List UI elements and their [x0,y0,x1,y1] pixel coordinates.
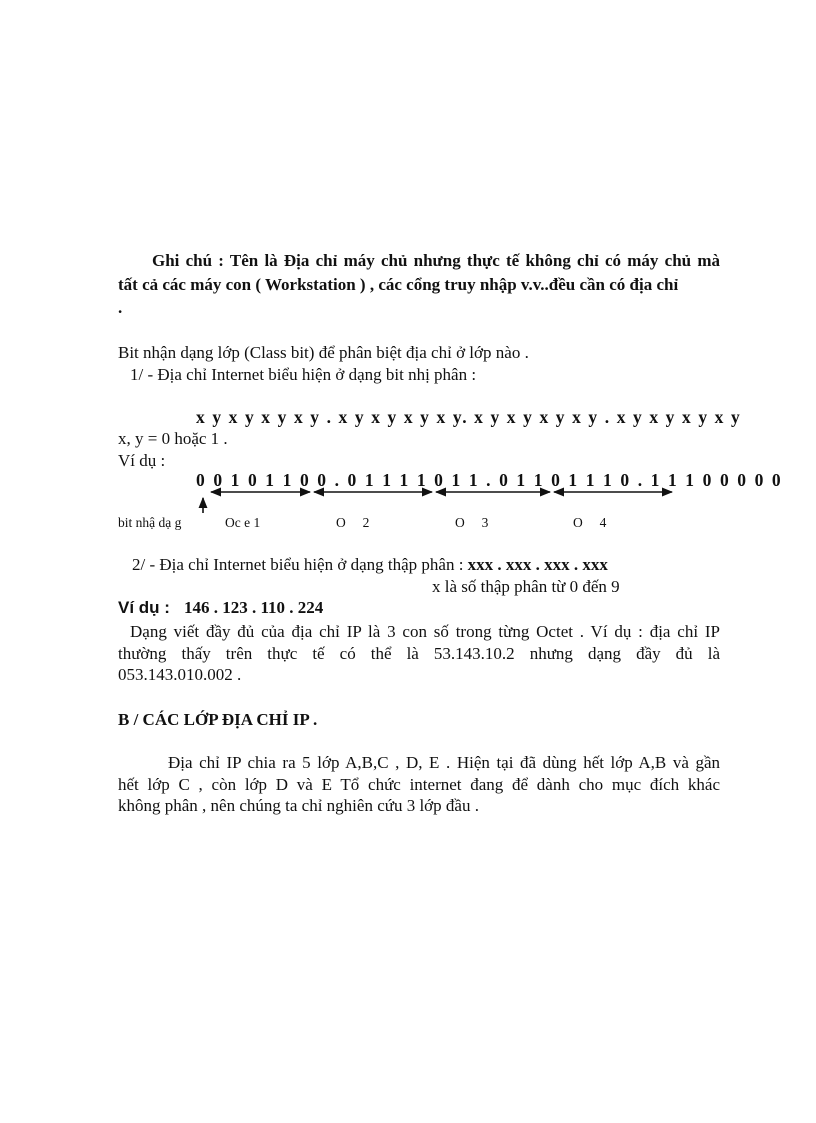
section-b-line-1: Địa chỉ IP chia ra 5 lớp A,B,C , D, E . Hiện tại đã dùng hết lớp A,B và gần [168,753,720,772]
octet3-label: O 3 [455,515,489,530]
note-line-2: tất cả các máy con ( Workstation ) , các cổng truy nhập v.v..đều cần có địa chỉ [118,275,679,294]
binary-example: 0 0 1 0 1 1 0 0 . 0 1 1 1 1 0 1 1 . 0 1 1 0 1 1 1 0 . 1 1 1 0 0 0 0 0 [196,470,783,490]
octet1-label: Oc e 1 [225,515,261,530]
note-line-1: Ghi chú : Tên là Địa chỉ máy chủ nhưng thực tế không chỉ có máy chủ mà [152,251,720,270]
example-ip: 146 . 123 . 110 . 224 [183,598,324,617]
classbit-label: bit nhậ dạ g [118,515,182,530]
octet2-label: O 2 [336,515,370,530]
example-2 [118,598,323,618]
full-form-line-2: thường thấy trên thực tế có thể là 53.143.10.2 nhưng dạng đầy đủ là [118,644,720,663]
section-b-heading: B / CÁC LỚP ĐỊA CHỈ IP . [118,710,318,729]
item2-heading [132,555,608,575]
item1-heading: 1/ - Địa chỉ Internet biểu hiện ở dạng bit nhị phân : [130,365,477,384]
note-line-3: . [118,298,123,317]
section-b-line-3: không phân , nên chúng ta chỉ nghiên cứu 3 lớp đầu . [118,796,479,815]
classbit-sentence: Bit nhận dạng lớp (Class bit) để phân biệt địa chỉ ở lớp nào . [118,343,529,362]
octet4-label: O 4 [573,515,607,530]
example-label-1: Ví dụ : [118,451,166,470]
example-label-2: Ví dụ : [118,598,170,617]
section-b-line-2: hết lớp C , còn lớp D và E Tổ chức internet đang để dành cho mục đích khác [118,775,720,794]
full-form-line-1: Dạng viết đầy đủ của địa chỉ IP là 3 con số trong từng Octet . Ví dụ : địa chỉ IP [130,622,720,641]
bit-pattern: x y x y x y x y . x y x y x y x y. x y x y x y x y . x y x y x y x y [196,407,742,427]
full-form-line-3: 053.143.010.002 . [118,665,242,684]
decimal-format: xxx . xxx . xxx . xxx [467,555,608,574]
bit-values: x, y = 0 hoặc 1 . [118,429,228,448]
item2-heading-text: 2/ - Địa chỉ Internet biểu hiện ở dạng thập phân : [132,555,468,574]
decimal-note: x là số thập phân từ 0 đến 9 [432,577,620,596]
